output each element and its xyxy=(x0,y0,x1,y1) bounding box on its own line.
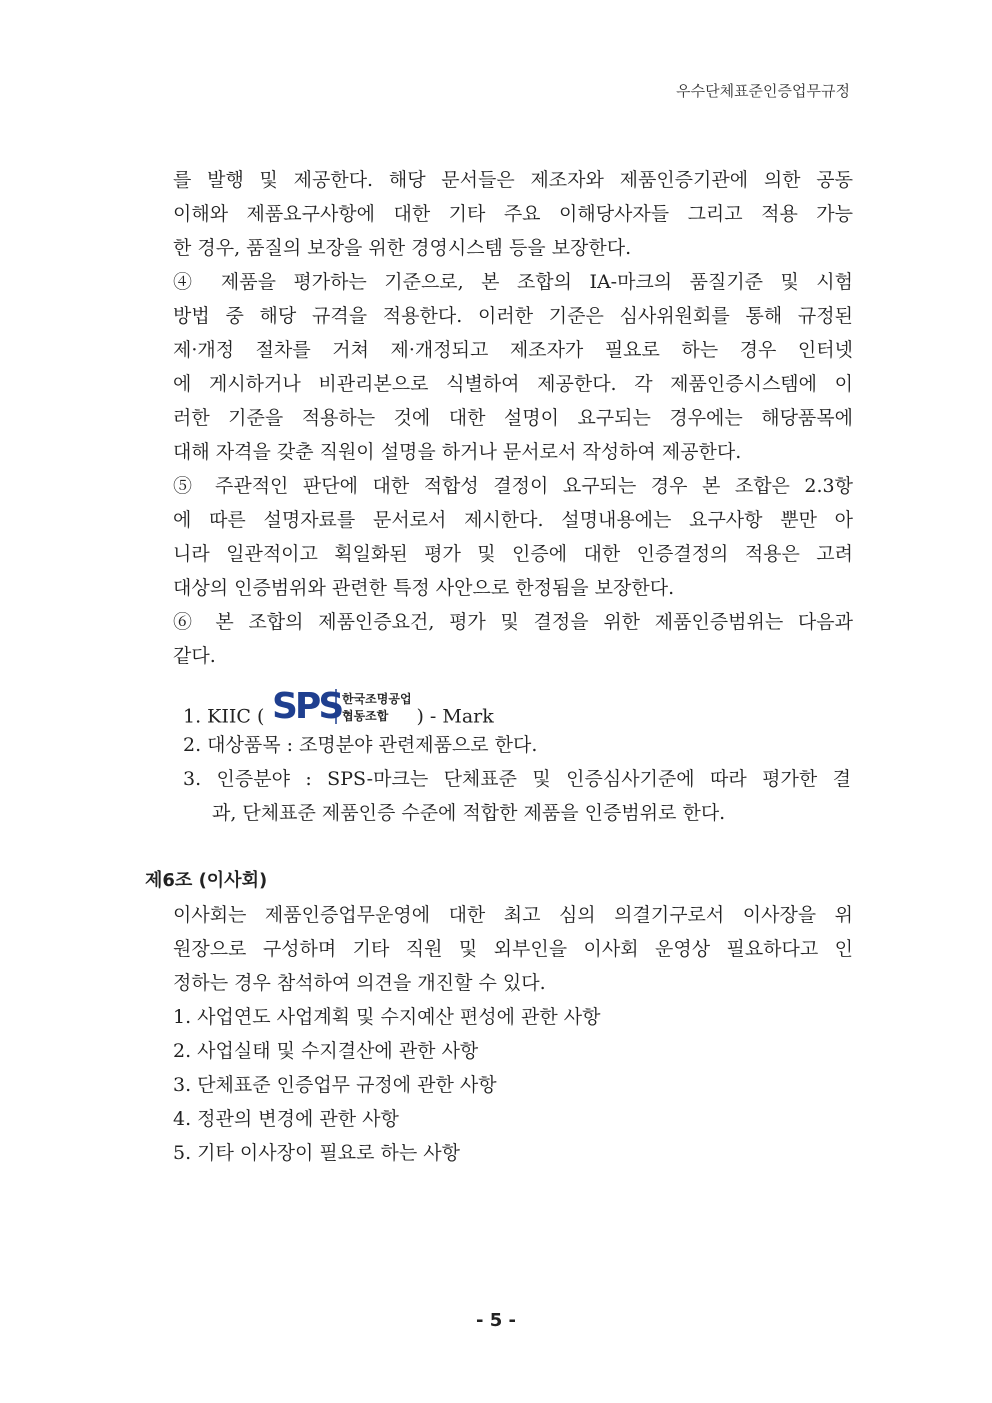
sub-item-3-line1: 3. 인증분야 : SPS-마크는 단체표준 및 인증심사기준에 따라 평가한 결 xyxy=(183,768,851,790)
paragraph-line: 한 경우, 품질의 보장을 위한 경영시스템 등을 보장한다. xyxy=(173,237,632,259)
paragraph-line: 대해 자격을 갖춘 직원이 설명을 하거나 문서로서 작성하여 제공한다. xyxy=(173,441,742,463)
article-intro-line: 원장으로 구성하며 기타 직원 및 외부인을 이사회 운영상 필요하다고 인 xyxy=(173,938,853,960)
article-list-item: 3. 단체표준 인증업무 규정에 관한 사항 xyxy=(173,1074,497,1096)
sub-item-1-prefix: 1. KIIC ( xyxy=(183,705,265,728)
page-number: - 5 - xyxy=(476,1310,516,1331)
paragraph-line: ⑥ 본 조합의 제품인증요건, 평가 및 결정을 위한 제품인증범위는 다음과 xyxy=(173,611,853,633)
article-list-item: 1. 사업연도 사업계획 및 수지예산 편성에 관한 사항 xyxy=(173,1006,601,1028)
paragraph-line: 방법 중 해당 규격을 적용한다. 이러한 기준은 심사위원회를 통해 규정된 xyxy=(173,305,853,327)
paragraph-line: 를 발행 및 제공한다. 해당 문서들은 제조자와 제품인증기관에 의한 공동 xyxy=(173,169,853,191)
page-header: 우수단체표준인증업무규정 xyxy=(676,82,850,100)
sub-item-1-suffix: ) - Mark xyxy=(416,705,494,728)
paragraph-line: 대상의 인증범위와 관련한 특정 사안으로 한정됨을 보장한다. xyxy=(173,577,675,599)
sps-logo-icon xyxy=(270,686,410,726)
article-intro-line: 이사회는 제품인증업무운영에 대한 최고 심의 의결기구로서 이사장을 위 xyxy=(173,904,853,926)
article-title: 제6조 (이사회) xyxy=(145,870,268,891)
paragraph-line: 이해와 제품요구사항에 대한 기타 주요 이해당사자들 그리고 적용 가능 xyxy=(173,203,853,225)
paragraph-line: ⑤ 주관적인 판단에 대한 적합성 결정이 요구되는 경우 본 조합은 2.3항 xyxy=(173,475,853,497)
paragraph-line: 제·개정 절차를 거쳐 제·개정되고 제조자가 필요로 하는 경우 인터넷 xyxy=(173,339,853,361)
paragraph-line: 같다. xyxy=(173,645,216,667)
logo-mark-text: SPS xyxy=(272,686,342,726)
article-list-item: 5. 기타 이사장이 필요로 하는 사항 xyxy=(173,1142,460,1164)
logo-org-line1: 한국조명공업 xyxy=(342,692,411,706)
sub-item-2: 2. 대상품목 : 조명분야 관련제품으로 한다. xyxy=(183,734,538,756)
paragraph-line: ④ 제품을 평가하는 기준으로, 본 조합의 IA-마크의 품질기준 및 시험 xyxy=(173,271,853,293)
article-intro-line: 정하는 경우 참석하여 의견을 개진할 수 있다. xyxy=(173,972,546,994)
paragraph-line: 에 따른 설명자료를 문서로서 제시한다. 설명내용에는 요구사항 뿐만 아 xyxy=(173,509,853,531)
article-list-item: 2. 사업실태 및 수지결산에 관한 사항 xyxy=(173,1040,479,1062)
paragraph-line: 니라 일관적이고 획일화된 평가 및 인증에 대한 인증결정의 적용은 고려 xyxy=(173,543,853,565)
logo-org-line2: 협동조합 xyxy=(342,709,389,723)
sub-item-3-line2: 과, 단체표준 제품인증 수준에 적합한 제품을 인증범위로 한다. xyxy=(212,802,726,824)
article-list-item: 4. 정관의 변경에 관한 사항 xyxy=(173,1108,399,1130)
paragraph-line: 러한 기준을 적용하는 것에 대한 설명이 요구되는 경우에는 해당품목에 xyxy=(173,407,853,429)
paragraph-line: 에 게시하거나 비관리본으로 식별하여 제공한다. 각 제품인증시스템에 이 xyxy=(173,373,853,395)
